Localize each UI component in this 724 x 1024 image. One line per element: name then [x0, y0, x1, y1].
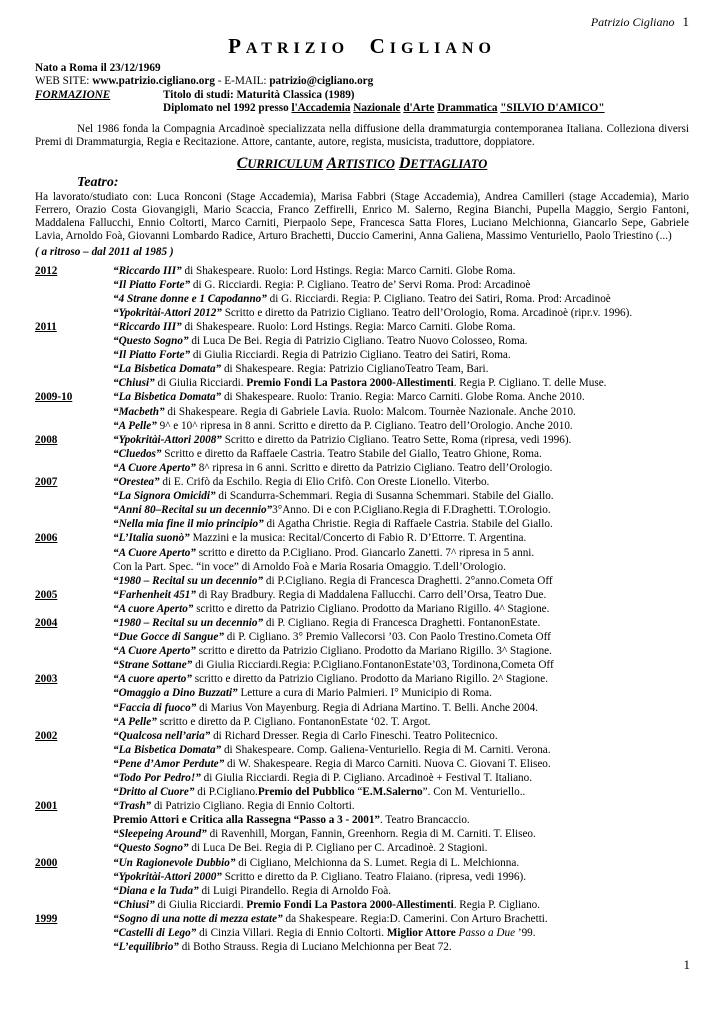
theatre-entry — [35, 616, 689, 630]
teatro-heading: Teatro: — [77, 174, 119, 190]
entry-year — [35, 884, 113, 898]
entry-text: “Trash” di Patrizio Cigliano. Regia di Ennio Coltorti. — [113, 800, 355, 813]
entry-year — [35, 306, 113, 320]
entry-year — [35, 376, 113, 390]
entry-year — [35, 701, 113, 715]
theatre-entry — [35, 799, 689, 813]
entry-text: “Questo Sogno” di Luca De Bei. Regia di P. Cigliano per C. Arcadinoè. 2 Stagioni. — [113, 842, 488, 855]
entry-text: “Sleepeing Around” di Ravenhill, Morgan, Fannin, Greenhorn. Regia di M. Carniti. T. Eliseo. — [113, 828, 536, 841]
theatre-entry — [35, 884, 689, 898]
entry-year — [35, 334, 113, 348]
chronology-note: ( a ritroso – dal 2011 al 1985 ) — [35, 245, 174, 258]
theatre-entry — [35, 546, 689, 560]
entry-year — [35, 546, 113, 560]
entry-text: “Orestea” di E. Crifò da Eschilo. Regia di Elio Crifò. Con Oreste Lionello. Viterbo. — [113, 476, 490, 489]
entry-text: “L’equilibrio” di Botho Strauss. Regia di Luciano Melchionna per Beat 72. — [113, 941, 452, 954]
theatre-entry — [35, 602, 689, 616]
theatre-entry — [35, 433, 689, 447]
birth-info: Nato a Roma il 23/12/1969 — [35, 62, 161, 74]
entry-text: “Il Piatto Forte” di G. Ricciardi. Regia: P. Cigliano. Teatro de’ Servi Roma. Prod: Arcadinoè — [113, 278, 531, 291]
theatre-entry — [35, 771, 689, 785]
entry-year — [35, 574, 113, 588]
entry-text: “Ypokritài-Attori 2000” Scritto e diretto da P. Cigliano. Teatro Flaiano. (ripresa, vedi 1996). — [113, 870, 527, 883]
theatre-entry — [35, 912, 689, 926]
entry-text: “4 Strane donne e 1 Capodanno” di G. Ricciardi. Regia: P. Cigliano. Teatro dei Satiri, Roma. Prod: Arcadinoè — [113, 292, 611, 305]
theatre-entry — [35, 362, 689, 376]
entry-year — [35, 644, 113, 658]
person-name: PATRIZIO CIGLIANO — [228, 34, 496, 58]
entry-text: “Due Gocce di Sangue” di P. Cigliano. 3° Premio Vallecorsi ’03. Con Paolo Trestino.Cometa Off — [113, 631, 551, 644]
curriculum-title: CURRICULUM ARTISTICO DETTAGLIATO — [236, 154, 488, 172]
entry-year: 2012 — [35, 264, 58, 277]
contact-line: WEB SITE: www.patrizio.cigliano.org - E-MAIL: patrizio@cigliano.org — [35, 75, 374, 88]
theatre-entry — [35, 292, 689, 306]
entry-text: “Questo Sogno” di Luca De Bei. Regia di Patrizio Cigliano. Teatro Nuovo Colosseo, Roma. — [113, 335, 528, 348]
theatre-entry — [35, 503, 689, 517]
formazione-label: FORMAZIONE — [35, 88, 111, 101]
entry-year — [35, 658, 113, 672]
entry-year — [35, 447, 113, 461]
entry-text: “Strane Sottane” di Giulia Ricciardi.Regia: P.Cigliano.FontanonEstate’03, Tordinona,Cometa Off — [113, 659, 554, 672]
entry-year — [35, 785, 113, 799]
entry-year — [35, 517, 113, 531]
theatre-entry — [35, 475, 689, 489]
entry-year — [35, 771, 113, 785]
diploma-text: Diplomato nel 1992 presso l'Accademia Nazionale d'Arte Drammatica "SILVIO D'AMICO" — [163, 102, 605, 115]
entry-year — [35, 757, 113, 771]
entry-text: “Dritto al Cuore” di P.Cigliano.Premio del Pubblico “E.M.Salerno”. Con M. Venturiello.. — [113, 786, 526, 799]
titolo-studi: Titolo di studi: Maturità Classica (1989) — [163, 88, 355, 101]
entry-text: “Il Piatto Forte” di Giulia Ricciardi. Regia di Patrizio Cigliano. Teatro dei Satiri, Roma. — [113, 349, 511, 362]
entry-text: “Todo Por Pedro!” di Giulia Ricciardi. Regia di P. Cigliano. Arcadinoè + Festival T. Italiano. — [113, 772, 533, 784]
theatre-entry — [35, 630, 689, 644]
entry-year — [35, 560, 113, 574]
email-link[interactable]: patrizio@cigliano.org — [269, 75, 374, 88]
theatre-entry — [35, 856, 689, 870]
theatre-entry — [35, 785, 689, 799]
diploma-row — [35, 102, 689, 115]
theatre-entry — [35, 658, 689, 672]
theatre-entry — [35, 574, 689, 588]
entry-text: “La Signora Omicidi” di Scandurra-Schemmari. Regia di Susanna Schemmari. Stabile del Giallo. — [113, 490, 554, 503]
entry-year — [35, 827, 113, 841]
entry-text: “A Cuore Aperto” scritto e diretto da Patrizio Cigliano. Prodotto da Mariano Rigillo. 3^ Stagione. — [113, 645, 552, 658]
theatre-entry — [35, 715, 689, 729]
entry-text: “Qualcosa nell’aria” di Richard Dresser. Regia di Carlo Fineschi. Teatro Politecnico. — [113, 729, 498, 742]
entry-text: “Ypokritài-Attori 2012” Scritto e diretto da Patrizio Cigliano. Teatro dell’Orologio, Roma. Arcadinoè (ripr.v. 1996). — [113, 306, 633, 319]
theatre-entry — [35, 588, 689, 602]
entry-year — [35, 813, 113, 827]
entry-text: “La Bisbetica Domata” di Shakespeare. Regia: Patrizio CiglianoTeatro Team, Bari. — [113, 363, 489, 376]
entry-text: “Ypokritài-Attori 2008” Scritto e diretto da Patrizio Cigliano. Teatro Sette, Roma (ripresa, vedi 1996). — [113, 433, 572, 446]
entry-year — [35, 743, 113, 757]
theatre-entry — [35, 306, 689, 320]
entry-text: “A cuore aperto” scritto e diretto da Patrizio Cigliano. Prodotto da Mariano Rigillo. 2^ Stagione. — [113, 673, 548, 686]
entry-text: “Castelli di Lego” di Cinzia Villari. Regia di Ennio Coltorti. Miglior Attore Passo a Due ’99. — [113, 927, 536, 940]
theatre-entry — [35, 334, 689, 348]
theatre-entry — [35, 348, 689, 362]
entry-year — [35, 503, 113, 517]
entry-year: 2000 — [35, 856, 58, 869]
entry-text: “A Pelle” 9^ e 10^ ripresa in 8 anni. Scritto e diretto da P. Cigliano. Teatro dell’Orologio. Anche 2010. — [113, 419, 573, 432]
theatre-entry — [35, 405, 689, 419]
entry-text: “Farhenheit 451” di Ray Bradbury. Regia di Maddalena Fallucchi. Carro dell’Orsa, Teatro Due. — [113, 588, 547, 601]
theatre-entry — [35, 531, 689, 545]
entry-year — [35, 841, 113, 855]
theatre-entry — [35, 390, 689, 404]
entry-year — [35, 602, 113, 616]
theatre-entry — [35, 813, 689, 827]
entry-text: “Omaggio a Dino Buzzati” Letture a cura di Mario Palmieri. I° Municipio di Roma. — [113, 687, 492, 700]
theatre-entry — [35, 870, 689, 884]
entry-text: “A cuore Aperto” scritto e diretto da Patrizio Cigliano. Prodotto da Mariano Rigillo. 4^ Stagione. — [113, 602, 550, 615]
theatre-entry — [35, 729, 689, 743]
entry-year — [35, 898, 113, 912]
entry-text: “A Cuore Aperto” scritto e diretto da P.Cigliano. Prod. Giancarlo Zanetti. 7^ ripresa in 5 anni. — [113, 546, 535, 559]
running-header — [35, 14, 689, 32]
entry-year — [35, 686, 113, 700]
theatre-entry — [35, 841, 689, 855]
theatre-entry — [35, 517, 689, 531]
entry-text: “1980 – Recital su un decennio” di P.Cigliano. Regia di Francesca Draghetti. 2°anno.Cometa Off — [113, 574, 553, 587]
theatre-entry — [35, 898, 689, 912]
entry-text: “Chiusi” di Giulia Ricciardi. Premio Fondi La Pastora 2000-Allestimenti. Regia P. Cigliano. T. delle Muse. — [113, 377, 607, 390]
entry-year — [35, 630, 113, 644]
entry-year — [35, 489, 113, 503]
entry-year — [35, 362, 113, 376]
entry-text: “Diana e la Tuda” di Luigi Pirandello. Regia di Arnoldo Foà. — [113, 884, 392, 897]
entry-year: 1999 — [35, 912, 58, 925]
entry-text: “Un Ragionevole Dubbio” di Cigliano, Melchionna da S. Lumet. Regia di L. Melchionna. — [113, 856, 520, 869]
entry-year — [35, 940, 113, 954]
entry-year — [35, 461, 113, 475]
entry-year: 2009-10 — [35, 391, 73, 404]
entry-year: 2008 — [35, 433, 58, 446]
entry-text: “Riccardo III” di Shakespeare. Ruolo: Lord Hstings. Regia: Marco Carniti. Globe Roma. — [113, 321, 516, 333]
entry-year: 2001 — [35, 800, 58, 813]
entry-text: “Macbeth” di Shakespeare. Regia di Gabriele Lavia. Ruolo: Malcom. Tournèe Nazionale. Anche 2010. — [113, 405, 576, 418]
entry-text: Con la Part. Spec. “in voce” di Arnoldo Foà e Maria Rosaria Omaggio. T.dell’Orologio. — [113, 560, 506, 573]
theatre-entry — [35, 320, 689, 334]
theatre-entry — [35, 686, 689, 700]
website-link[interactable]: www.patrizio.cigliano.org — [92, 75, 215, 88]
entry-year — [35, 419, 113, 433]
theatre-entry — [35, 376, 689, 390]
entry-text: “La Bisbetica Domata” di Shakespeare. Ruolo: Tranio. Regia: Marco Carniti. Globe Roma. Anche 2010. — [113, 391, 585, 404]
entry-year: 2006 — [35, 532, 58, 545]
entry-year: 2011 — [35, 321, 57, 333]
entry-year: 2003 — [35, 673, 58, 686]
formazione-row — [35, 89, 689, 102]
theatre-entry — [35, 743, 689, 757]
entry-text: “Pene d’Amor Perdute” di W. Shakespeare. Regia di Marco Carniti. Nuova C. Giovani T. Eliseo. — [113, 757, 551, 770]
theatre-entry — [35, 560, 689, 574]
entry-text: “A Pelle” scritto e diretto da P. Cigliano. FontanonEstate ‘02. T. Argot. — [113, 715, 431, 728]
entry-text: “A Cuore Aperto” 8^ ripresa in 6 anni. Scritto e diretto da Patrizio Cigliano. Teatro dell’Orologio. — [113, 461, 553, 474]
entry-text: “Faccia di fuoco” di Marius Von Mayenburg. Regia di Adriana Martino. T. Belli. Anche 2004. — [113, 701, 538, 714]
theatre-entry — [35, 447, 689, 461]
theatre-entry — [35, 644, 689, 658]
theatre-entries — [35, 264, 689, 955]
entry-text: “L’Italia suonò” Mazzini e la musica: Recital/Concerto di Fabio R. D’Ettorre. T. Argentina. — [113, 532, 527, 545]
theatre-entry — [35, 672, 689, 686]
entry-text: “Nella mia fine il mio principio” di Agatha Christie. Regia di Raffaele Castria. Stabile del Giallo. — [113, 518, 553, 531]
theatre-entry — [35, 827, 689, 841]
entry-year — [35, 348, 113, 362]
theatre-entry — [35, 419, 689, 433]
entry-year — [35, 870, 113, 884]
entry-text: “Chiusi” di Giulia Ricciardi. Premio Fondi La Pastora 2000-Allestimenti. Regia P. Cigliano. — [113, 898, 541, 911]
entry-year — [35, 278, 113, 292]
footer-page-number: 1 — [683, 957, 690, 972]
collaborators-text: Ha lavorato/studiato con: Luca Ronconi (Stage Accademia), Marisa Fabbri (Stage Accademia), Andrea Camilleri (stage Accademia), Mario Ferrero, Orazio Costa Giovangigli, Mario Scaccia, Franco Zeffirelli, Enrico M. Salerno, Regina Bianchi, Pupella Maggio, Sergio Fantoni, Maddalena Fallucchi, Ennio Coltorti, Marco Carniti, Pierpaolo Sepe, Francesca Satta Flores, Luciano Melchionna, Giancarlo Sepe, Gabriele Lavia, Arnoldo Foà, Giovanni Lombardo Radice, Arturo Brachetti, Duccio Camerini, Anna Galiena, Massimo Venturiello, Paolo Triestino (...) — [35, 190, 690, 242]
theatre-entry — [35, 757, 689, 771]
intro-paragraph: Nel 1986 fonda la Compagnia Arcadinoè specializzata nella diffusione della drammaturgia contemporanea Italiana. Colleziona diversi Premi di Drammaturgia, Regia e Recitazione. Attore, cantante, autore, regista, musicista, traduttore, doppiatore. — [35, 122, 689, 148]
entry-text: “La Bisbetica Domata” di Shakespeare. Comp. Galiena-Venturiello. Regia di M. Carniti. Verona. — [113, 743, 551, 756]
entry-year: 2007 — [35, 476, 58, 489]
theatre-entry — [35, 461, 689, 475]
entry-text: “Anni 80–Recital su un decennio”3°Anno. Di e con P.Cigliano.Regia di F.Draghetti. T.Orologio. — [113, 504, 551, 517]
theatre-entry — [35, 940, 689, 954]
theatre-entry — [35, 278, 689, 292]
entry-year: 2004 — [35, 616, 58, 629]
entry-year — [35, 715, 113, 729]
entry-year — [35, 405, 113, 419]
theatre-entry — [35, 926, 689, 940]
entry-text: “1980 – Recital su un decennio” di P. Cigliano. Regia di Francesca Draghetti. FontanonEstate. — [113, 616, 541, 629]
entry-year: 2002 — [35, 729, 58, 742]
entry-year: 2005 — [35, 588, 58, 601]
theatre-entry — [35, 701, 689, 715]
running-title: Patrizio Cigliano — [590, 15, 675, 29]
entry-text: “Cluedos” Scritto e diretto da Raffaele Castria. Teatro Stabile del Giallo, Teatro Ghione, Roma. — [113, 447, 542, 460]
cv-page — [35, 14, 689, 954]
entry-text: “Sogno di una notte di mezza estate” da Shakespeare. Regia:D. Camerini. Con Arturo Brachetti. — [113, 912, 548, 925]
entry-year — [35, 292, 113, 306]
entry-text: Premio Attori e Critica alla Rassegna “Passo a 3 - 2001”. Teatro Brancaccio. — [113, 814, 470, 827]
entry-year — [35, 926, 113, 940]
theatre-entry — [35, 264, 689, 278]
header-page-number: 1 — [682, 14, 689, 29]
theatre-entry — [35, 489, 689, 503]
entry-text: “Riccardo III” di Shakespeare. Ruolo: Lord Hstings. Regia: Marco Carniti. Globe Roma. — [113, 264, 516, 277]
